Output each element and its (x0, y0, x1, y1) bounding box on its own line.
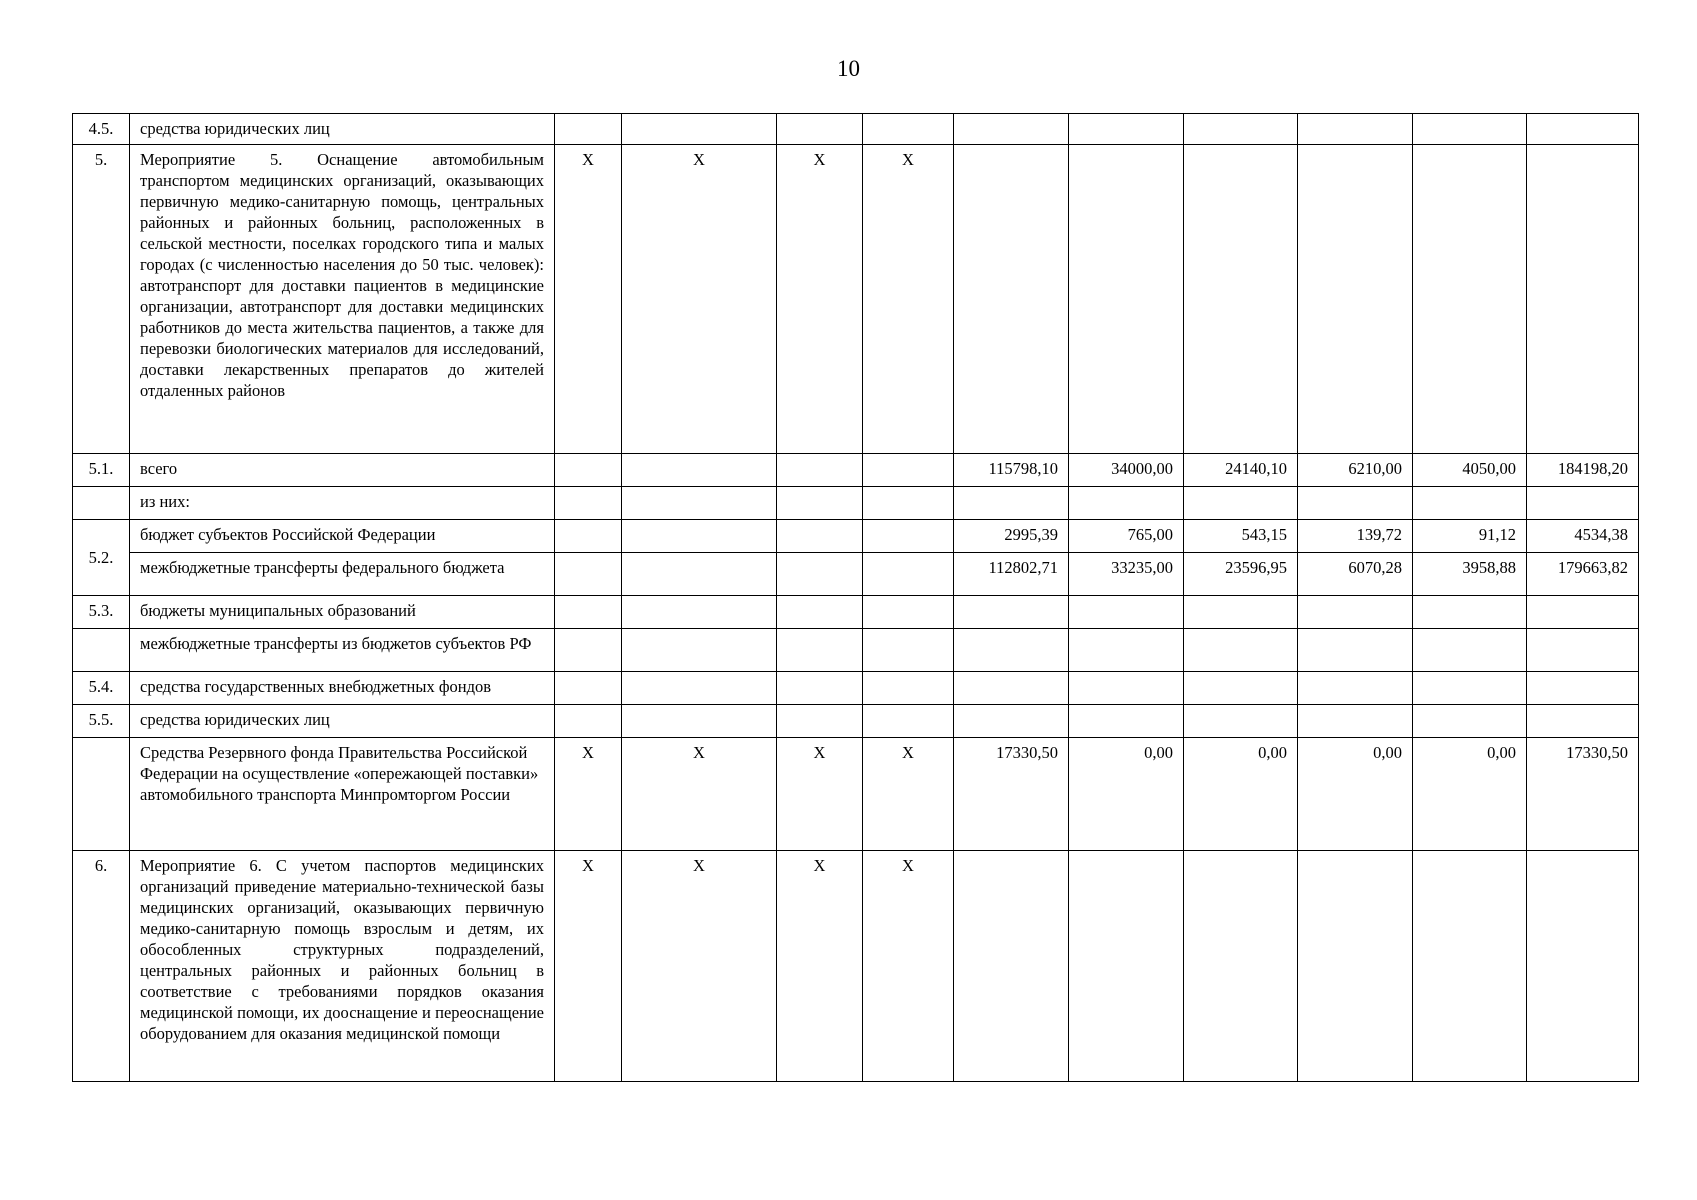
value-cell: 23596,95 (1184, 553, 1298, 596)
value-cell (954, 487, 1069, 520)
value-cell: 115798,10 (954, 454, 1069, 487)
value-cell (1527, 705, 1639, 738)
mark-cell (555, 520, 622, 553)
row-description: средства юридических лиц (130, 114, 555, 145)
value-cell: 112802,71 (954, 553, 1069, 596)
row-number (73, 629, 130, 672)
row-description: межбюджетные трансферты федерального бюджета (130, 553, 555, 596)
row-number: 5.2. (73, 520, 130, 596)
mark-cell (777, 672, 863, 705)
mark-cell (777, 553, 863, 596)
row-description: бюджеты муниципальных образований (130, 596, 555, 629)
table-row (73, 145, 1639, 454)
value-cell (1413, 114, 1527, 145)
mark-cell: Х (863, 145, 954, 454)
value-cell (954, 145, 1069, 454)
mark-cell (622, 114, 777, 145)
value-cell (1298, 629, 1413, 672)
mark-cell (622, 629, 777, 672)
row-description: всего (130, 454, 555, 487)
value-cell (954, 596, 1069, 629)
mark-cell (555, 705, 622, 738)
value-cell (954, 705, 1069, 738)
value-cell (1298, 145, 1413, 454)
value-cell: 24140,10 (1184, 454, 1298, 487)
table-row (73, 553, 1639, 596)
value-cell (1069, 851, 1184, 1082)
mark-cell (555, 487, 622, 520)
mark-cell (777, 705, 863, 738)
value-cell (1069, 114, 1184, 145)
value-cell (1413, 705, 1527, 738)
mark-cell (622, 596, 777, 629)
value-cell (954, 851, 1069, 1082)
mark-cell: Х (555, 851, 622, 1082)
value-cell (1413, 487, 1527, 520)
value-cell (1184, 705, 1298, 738)
value-cell (1527, 672, 1639, 705)
value-cell: 184198,20 (1527, 454, 1639, 487)
value-cell (1298, 114, 1413, 145)
mark-cell (555, 114, 622, 145)
table-row (73, 596, 1639, 629)
table-row (73, 738, 1639, 851)
table-row (73, 629, 1639, 672)
value-cell (954, 672, 1069, 705)
row-description: из них: (130, 487, 555, 520)
value-cell (1413, 145, 1527, 454)
value-cell: 0,00 (1413, 738, 1527, 851)
value-cell (1298, 487, 1413, 520)
value-cell (1184, 145, 1298, 454)
value-cell: 17330,50 (954, 738, 1069, 851)
value-cell: 6210,00 (1298, 454, 1413, 487)
value-cell (1184, 114, 1298, 145)
value-cell (1069, 596, 1184, 629)
row-number (73, 738, 130, 851)
mark-cell: Х (555, 738, 622, 851)
value-cell (1184, 487, 1298, 520)
row-description: Средства Резервного фонда Правительства Российской Федерации на осуществление «опережающей поставки» автомобильного транспорта Минпромторгом России (130, 738, 555, 851)
mark-cell (622, 672, 777, 705)
value-cell (1413, 851, 1527, 1082)
mark-cell: Х (863, 738, 954, 851)
value-cell (1527, 596, 1639, 629)
mark-cell (622, 705, 777, 738)
row-number: 5.3. (73, 596, 130, 629)
value-cell: 139,72 (1298, 520, 1413, 553)
mark-cell (622, 553, 777, 596)
value-cell (1413, 672, 1527, 705)
mark-cell (622, 487, 777, 520)
mark-cell (863, 487, 954, 520)
table-row (73, 114, 1639, 145)
table-row (73, 851, 1639, 1082)
mark-cell (622, 520, 777, 553)
value-cell (1184, 596, 1298, 629)
value-cell (1069, 145, 1184, 454)
mark-cell (863, 672, 954, 705)
value-cell (1298, 851, 1413, 1082)
row-number (73, 487, 130, 520)
mark-cell (777, 487, 863, 520)
mark-cell (555, 629, 622, 672)
mark-cell (863, 596, 954, 629)
value-cell (1298, 705, 1413, 738)
table-row (73, 520, 1639, 553)
mark-cell (777, 629, 863, 672)
mark-cell (777, 114, 863, 145)
value-cell (1069, 705, 1184, 738)
value-cell: 33235,00 (1069, 553, 1184, 596)
mark-cell: Х (622, 145, 777, 454)
row-number: 5.5. (73, 705, 130, 738)
mark-cell (622, 454, 777, 487)
value-cell: 0,00 (1298, 738, 1413, 851)
value-cell: 179663,82 (1527, 553, 1639, 596)
mark-cell (555, 672, 622, 705)
mark-cell (777, 520, 863, 553)
table-row (73, 672, 1639, 705)
value-cell: 0,00 (1069, 738, 1184, 851)
value-cell (1184, 629, 1298, 672)
value-cell: 4534,38 (1527, 520, 1639, 553)
value-cell (954, 114, 1069, 145)
value-cell: 543,15 (1184, 520, 1298, 553)
table-row (73, 454, 1639, 487)
value-cell: 34000,00 (1069, 454, 1184, 487)
mark-cell (777, 596, 863, 629)
budget-table (72, 113, 1639, 1082)
value-cell: 17330,50 (1527, 738, 1639, 851)
mark-cell (777, 454, 863, 487)
value-cell: 91,12 (1413, 520, 1527, 553)
row-description: Мероприятие 5. Оснащение автомобильным транспортом медицинских организаций, оказывающих первичную медико-санитарную помощь, центральных районных и районных больниц, расположенных в сельской местности, поселках городского типа и малых городах (с численностью населения до 50 тыс. человек): автотранспорт для доставки пациентов в медицинские организации, автотранспорт для доставки медицинских работников до места жительства пациентов, а также для перевозки биологических материалов для исследований, доставки лекарственных препаратов до жителей отдаленных районов (130, 145, 555, 454)
mark-cell: Х (555, 145, 622, 454)
mark-cell (555, 553, 622, 596)
value-cell (1527, 487, 1639, 520)
mark-cell: Х (622, 851, 777, 1082)
mark-cell: Х (863, 851, 954, 1082)
row-description: Мероприятие 6. С учетом паспортов медицинских организаций приведение материально-технической базы медицинских организаций, оказывающих первичную медико-санитарную помощь взрослым и детям, их обособленных структурных подразделений, центральных районных и районных больниц в соответствие с требованиями порядков оказания медицинской помощи, их дооснащение и переоснащение оборудованием для оказания медицинской помощи (130, 851, 555, 1082)
row-description: средства юридических лиц (130, 705, 555, 738)
mark-cell: Х (622, 738, 777, 851)
page-number: 10 (837, 56, 860, 81)
row-number: 4.5. (73, 114, 130, 145)
row-number: 6. (73, 851, 130, 1082)
value-cell (1527, 114, 1639, 145)
value-cell: 4050,00 (1413, 454, 1527, 487)
mark-cell: Х (777, 738, 863, 851)
mark-cell (863, 454, 954, 487)
mark-cell (863, 520, 954, 553)
value-cell (1527, 851, 1639, 1082)
row-description: средства государственных внебюджетных фондов (130, 672, 555, 705)
row-description: межбюджетные трансферты из бюджетов субъектов РФ (130, 629, 555, 672)
mark-cell (863, 553, 954, 596)
row-description: бюджет субъектов Российской Федерации (130, 520, 555, 553)
value-cell: 2995,39 (954, 520, 1069, 553)
value-cell (1069, 487, 1184, 520)
value-cell: 3958,88 (1413, 553, 1527, 596)
row-number: 5.1. (73, 454, 130, 487)
value-cell (1069, 672, 1184, 705)
value-cell: 765,00 (1069, 520, 1184, 553)
mark-cell (555, 454, 622, 487)
mark-cell (863, 114, 954, 145)
value-cell (1298, 596, 1413, 629)
table-row (73, 705, 1639, 738)
value-cell (1069, 629, 1184, 672)
mark-cell (863, 705, 954, 738)
value-cell (1184, 851, 1298, 1082)
value-cell: 6070,28 (1298, 553, 1413, 596)
value-cell (1527, 629, 1639, 672)
mark-cell: Х (777, 851, 863, 1082)
mark-cell (555, 596, 622, 629)
table-row (73, 487, 1639, 520)
mark-cell: Х (777, 145, 863, 454)
value-cell (1413, 629, 1527, 672)
value-cell (1184, 672, 1298, 705)
value-cell (1298, 672, 1413, 705)
value-cell: 0,00 (1184, 738, 1298, 851)
mark-cell (863, 629, 954, 672)
row-number: 5.4. (73, 672, 130, 705)
value-cell (1413, 596, 1527, 629)
value-cell (1527, 145, 1639, 454)
row-number: 5. (73, 145, 130, 454)
value-cell (954, 629, 1069, 672)
